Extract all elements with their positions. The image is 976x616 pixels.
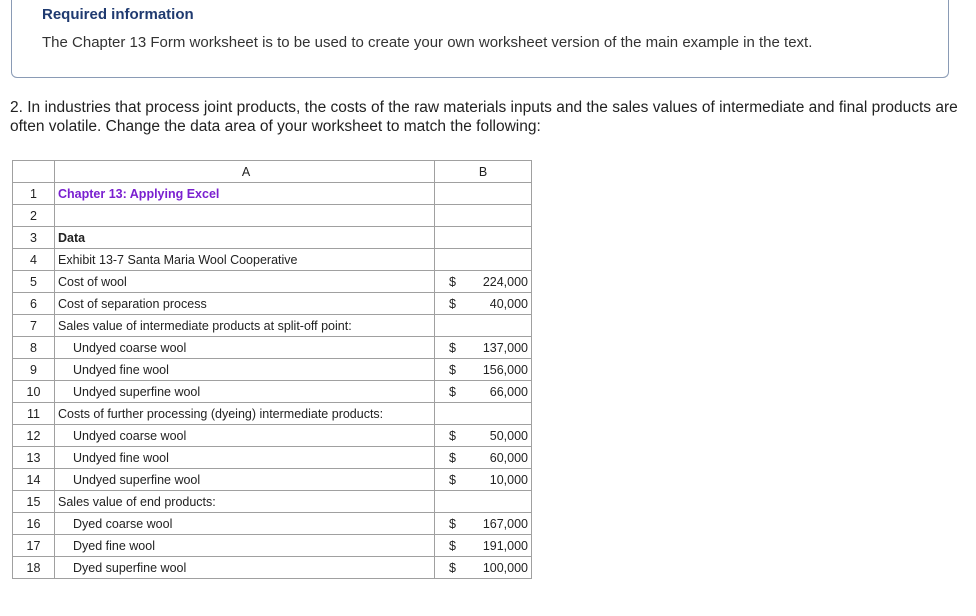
cell-b[interactable] <box>435 183 532 205</box>
row-number[interactable]: 14 <box>13 469 55 491</box>
table-row <box>13 469 532 491</box>
table-row <box>13 271 532 293</box>
cell-b[interactable] <box>435 513 532 535</box>
row-number[interactable]: 1 <box>13 183 55 205</box>
cell-a[interactable] <box>55 491 435 513</box>
currency-symbol: $ <box>449 472 456 487</box>
cell-b[interactable] <box>435 557 532 579</box>
row-number[interactable]: 18 <box>13 557 55 579</box>
cell-b[interactable] <box>435 491 532 513</box>
cell-value: 100,000 <box>482 560 528 575</box>
row-number[interactable]: 11 <box>13 403 55 425</box>
cell-a-label: Exhibit 13-7 Santa Maria Wool Cooperative <box>58 252 298 267</box>
cell-b[interactable] <box>435 535 532 557</box>
row-number[interactable]: 10 <box>13 381 55 403</box>
cell-b[interactable] <box>435 403 532 425</box>
cell-a[interactable] <box>55 447 435 469</box>
row-number[interactable]: 4 <box>13 249 55 271</box>
cell-value: 137,000 <box>482 340 528 355</box>
currency-symbol: $ <box>449 560 456 575</box>
currency-symbol: $ <box>449 450 456 465</box>
cell-a-label: Cost of wool <box>58 274 127 289</box>
cell-b-content <box>435 297 531 311</box>
cell-b[interactable] <box>435 425 532 447</box>
cell-a-label: Sales value of intermediate products at split-off point: <box>58 318 352 333</box>
cell-a[interactable] <box>55 425 435 447</box>
cell-a-label: Undyed superfine wool <box>73 472 201 487</box>
table-row <box>13 227 532 249</box>
cell-b-content <box>435 517 531 531</box>
table-row <box>13 293 532 315</box>
cell-a[interactable] <box>55 227 435 249</box>
cell-a-label: Costs of further processing (dyeing) intermediate products: <box>58 406 384 421</box>
cell-a[interactable] <box>55 359 435 381</box>
info-text: The Chapter 13 Form worksheet is to be used to create your own worksheet version of the main example in the text. <box>42 34 813 51</box>
cell-a-label: Undyed superfine wool <box>73 384 201 399</box>
table-row <box>13 557 532 579</box>
cell-a-label: Chapter 13: Applying Excel <box>58 186 220 201</box>
cell-a[interactable] <box>55 183 435 205</box>
cell-b-content <box>435 275 531 289</box>
table-row <box>13 183 532 205</box>
cell-a[interactable] <box>55 337 435 359</box>
table-row <box>13 359 532 381</box>
column-header-a[interactable]: A <box>55 161 435 183</box>
cell-value: 191,000 <box>482 538 528 553</box>
currency-symbol: $ <box>449 340 456 355</box>
row-number[interactable]: 12 <box>13 425 55 447</box>
cell-a-label: Dyed superfine wool <box>73 560 187 575</box>
row-number[interactable]: 7 <box>13 315 55 337</box>
row-number[interactable]: 9 <box>13 359 55 381</box>
cell-a-label: Undyed coarse wool <box>73 428 187 443</box>
cell-a-label: Undyed fine wool <box>73 362 169 377</box>
cell-a[interactable] <box>55 293 435 315</box>
cell-b-content <box>435 451 531 465</box>
cell-value: 167,000 <box>482 516 528 531</box>
table-row <box>13 513 532 535</box>
corner-cell <box>13 161 55 183</box>
cell-value: 224,000 <box>482 274 528 289</box>
currency-symbol: $ <box>449 384 456 399</box>
cell-b[interactable] <box>435 315 532 337</box>
currency-symbol: $ <box>449 362 456 377</box>
row-number[interactable]: 17 <box>13 535 55 557</box>
cell-b[interactable] <box>435 447 532 469</box>
cell-value: 60,000 <box>489 450 528 465</box>
cell-b[interactable] <box>435 205 532 227</box>
cell-a[interactable] <box>55 249 435 271</box>
currency-symbol: $ <box>449 274 456 289</box>
cell-a-label: Dyed coarse wool <box>73 516 173 531</box>
row-number[interactable]: 2 <box>13 205 55 227</box>
currency-symbol: $ <box>449 296 456 311</box>
table-row <box>13 425 532 447</box>
row-number[interactable]: 6 <box>13 293 55 315</box>
cell-b-content <box>435 429 531 443</box>
cell-a[interactable] <box>55 381 435 403</box>
question-text: 2. In industries that process joint products, the costs of the raw materials inputs and the sales values of intermediate and final products are often volatile. Change the data area of your worksheet to match the following: <box>10 99 958 135</box>
cell-a[interactable] <box>55 535 435 557</box>
info-title: Required information <box>42 6 194 23</box>
row-number[interactable]: 3 <box>13 227 55 249</box>
cell-a-label: Cost of separation process <box>58 296 207 311</box>
cell-b[interactable] <box>435 359 532 381</box>
cell-b[interactable] <box>435 271 532 293</box>
table-row <box>13 403 532 425</box>
cell-b-content <box>435 561 531 575</box>
table-row <box>13 447 532 469</box>
cell-a[interactable] <box>55 557 435 579</box>
cell-a-label: Undyed coarse wool <box>73 340 187 355</box>
row-number[interactable]: 8 <box>13 337 55 359</box>
table-row <box>13 249 532 271</box>
cell-a-label: Sales value of end products: <box>58 494 216 509</box>
cell-a[interactable] <box>55 205 435 227</box>
column-header-row <box>13 161 532 183</box>
cell-value: 156,000 <box>482 362 528 377</box>
cell-value: 40,000 <box>489 296 528 311</box>
cell-b[interactable] <box>435 337 532 359</box>
table-row <box>13 205 532 227</box>
cell-a[interactable] <box>55 403 435 425</box>
row-number[interactable]: 15 <box>13 491 55 513</box>
cell-value: 10,000 <box>489 472 528 487</box>
currency-symbol: $ <box>449 428 456 443</box>
row-number[interactable]: 13 <box>13 447 55 469</box>
cell-b[interactable] <box>435 381 532 403</box>
row-number[interactable]: 16 <box>13 513 55 535</box>
cell-a[interactable] <box>55 271 435 293</box>
cell-b[interactable] <box>435 249 532 271</box>
cell-b-content <box>435 341 531 355</box>
cell-b-content <box>435 539 531 553</box>
cell-a[interactable] <box>55 469 435 491</box>
table-row <box>13 381 532 403</box>
table-row <box>13 491 532 513</box>
cell-a[interactable] <box>55 513 435 535</box>
column-header-b[interactable]: B <box>435 161 532 183</box>
cell-value: 66,000 <box>489 384 528 399</box>
cell-b[interactable] <box>435 293 532 315</box>
cell-b-content <box>435 473 531 487</box>
cell-b-content <box>435 363 531 377</box>
worksheet-table <box>12 160 532 579</box>
currency-symbol: $ <box>449 538 456 553</box>
row-number[interactable]: 5 <box>13 271 55 293</box>
currency-symbol: $ <box>449 516 456 531</box>
cell-a-label: Dyed fine wool <box>73 538 155 553</box>
cell-b-content <box>435 385 531 399</box>
cell-a-label: Data <box>58 230 86 245</box>
table-row <box>13 315 532 337</box>
cell-b[interactable] <box>435 227 532 249</box>
cell-value: 50,000 <box>489 428 528 443</box>
cell-a-label: Undyed fine wool <box>73 450 169 465</box>
table-row <box>13 337 532 359</box>
table-row <box>13 535 532 557</box>
cell-a[interactable] <box>55 315 435 337</box>
cell-b[interactable] <box>435 469 532 491</box>
